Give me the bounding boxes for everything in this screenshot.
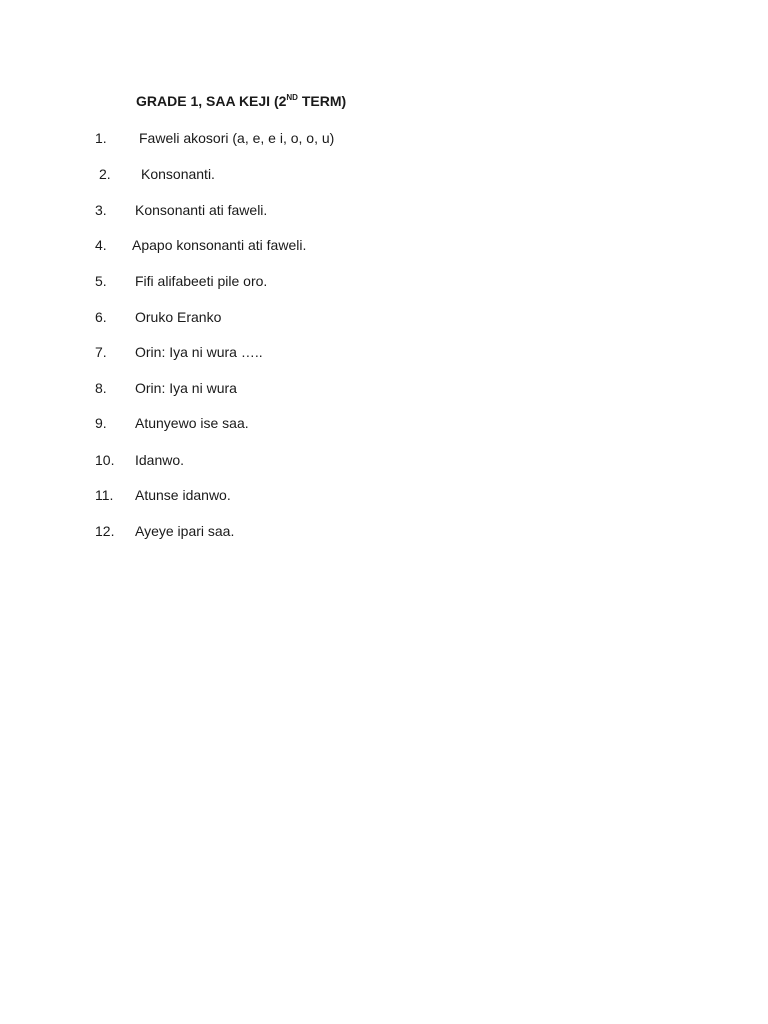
list-item-number: 6.: [95, 309, 107, 325]
list-item-text: Faweli akosori (a, e, e i, o, o, u): [139, 130, 335, 146]
list-item-text: Oruko Eranko: [135, 309, 222, 325]
list-item-text: Konsonanti.: [141, 166, 215, 182]
list-item-number: 8.: [95, 380, 107, 396]
list-item-number: 4.: [95, 237, 107, 253]
list-item-text: Orin: Iya ni wura: [135, 380, 237, 396]
list-item-text: Apapo konsonanti ati faweli.: [132, 237, 307, 253]
list-item-number: 5.: [95, 273, 107, 289]
list-item-number: 12.: [95, 523, 115, 539]
list-item-number: 7.: [95, 344, 107, 360]
list-item-text: Orin: Iya ni wura …..: [135, 344, 263, 360]
list-item-number: 2.: [99, 166, 111, 182]
document-title: [136, 93, 346, 109]
title-superscript: ND: [286, 93, 298, 102]
list-item-number: 9.: [95, 415, 107, 431]
list-item-text: Konsonanti ati faweli.: [135, 202, 268, 218]
list-item-number: 3.: [95, 202, 107, 218]
list-item-number: 1.: [95, 130, 107, 146]
list-item-text: Atunyewo ise saa.: [135, 415, 249, 431]
list-item-text: Atunse idanwo.: [135, 487, 231, 503]
title-end: TERM): [297, 93, 347, 109]
list-item-text: Idanwo.: [135, 452, 185, 468]
list-item-number: 11.: [95, 487, 114, 503]
list-item-number: 10.: [95, 452, 115, 468]
list-item-text: Ayeye ipari saa.: [135, 523, 235, 539]
list-item-text: Fifi alifabeeti pile oro.: [135, 273, 268, 289]
title-main: GRADE 1, SAA KEJI (2: [136, 93, 287, 109]
